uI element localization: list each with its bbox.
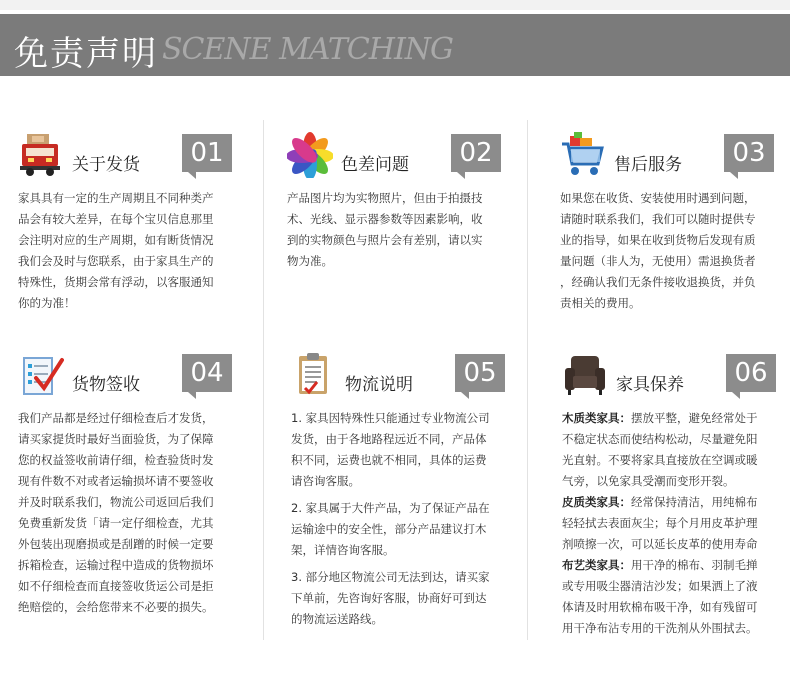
text-line: 请随时联系我们，我们可以随时提供专 — [560, 212, 756, 226]
number-badge: 01 — [182, 134, 232, 172]
card-logistics — [291, 352, 531, 632]
number-badge: 06 — [726, 354, 776, 392]
text-line: 体请及时用软棉布吸干净，如有残留可 — [562, 600, 758, 614]
text-line: 用干净的棉布、羽制毛掸 — [631, 558, 758, 572]
text-line: 您的权益签收前请仔细，检查验货时发 — [18, 453, 214, 467]
text-line: 免费重新发货「请一定仔细检查，尤其 — [18, 516, 214, 530]
card-shipping — [18, 132, 258, 322]
text-line: 业的指导，如果在收到货物后发现有质 — [560, 233, 756, 247]
text-line: 请咨询客服。 — [291, 474, 360, 488]
card-after-sales — [560, 132, 790, 322]
text-line: 绝赔偿的，会给您带来不必要的损失。 — [18, 600, 214, 614]
text-line: 现有件数不对或者运输损坏请不要签收 — [18, 474, 214, 488]
text-line: 下单前，先咨询好客服，协商好可到达 — [291, 591, 487, 605]
text-line: 如不仔细检查而直接签收货运公司是拒 — [18, 579, 214, 593]
card-delivery-receipt — [18, 352, 258, 632]
text-line: 1. 家具因特殊性只能通过专业物流公司 — [291, 411, 490, 425]
section-label: 木质类家具： — [562, 411, 631, 425]
number-badge: 03 — [724, 134, 774, 172]
text-line: 如果您在收货、安装使用时遇到问题， — [560, 191, 756, 205]
card-title: 货物签收 — [72, 375, 140, 395]
card-body — [291, 408, 505, 630]
text-line: 3. 部分地区物流公司无法到达，请买家 — [291, 570, 490, 584]
card-title: 家具保养 — [616, 375, 684, 395]
number-badge: 02 — [451, 134, 501, 172]
text-line: 架，详情咨询客服。 — [291, 543, 395, 557]
text-line: 经常保持清洁，用纯棉布 — [631, 495, 758, 509]
text-line: 运输途中的安全性，部分产品建议打木 — [291, 522, 487, 536]
card-title: 关于发货 — [72, 155, 140, 175]
text-line: 用干净布沾专用的干洗剂从外围拭去。 — [562, 621, 758, 635]
text-line: 发货，由于各地路程远近不同，产品体 — [291, 432, 487, 446]
text-line: 会注明对应的生产周期，如有断货情况 — [18, 233, 214, 247]
text-line: 积不同，运费也就不相同，具体的运费 — [291, 453, 487, 467]
text-line: 特殊性，货期会常有浮动，以客服通知 — [18, 275, 214, 289]
text-line: 2. 家具属于大件产品，为了保证产品在 — [291, 501, 490, 515]
text-line: 气旁，以免家具受潮而变形开裂。 — [562, 474, 735, 488]
card-title: 色差问题 — [341, 155, 409, 175]
page-title: 免责声明 — [14, 34, 158, 74]
number-badge: 05 — [455, 354, 505, 392]
text-line: 摆放平整，避免经常处于 — [631, 411, 758, 425]
color-palette-icon — [287, 132, 333, 178]
text-line: 我们产品都是经过仔细检查后才发货， — [18, 411, 214, 425]
top-strip — [0, 0, 790, 10]
card-furniture-care — [562, 352, 790, 652]
text-line: 我们会及时与您联系，由于家具生产的 — [18, 254, 214, 268]
text-line: 你的为准！ — [18, 296, 76, 310]
card-title: 物流说明 — [345, 375, 413, 395]
text-line: 术、光线、显示器参数等因素影响，收 — [287, 212, 483, 226]
shopping-cart-icon — [560, 132, 606, 178]
card-body — [287, 188, 501, 272]
text-line: 产品图片均为实物照片，但由于拍摄技 — [287, 191, 483, 205]
armchair-icon — [562, 352, 608, 398]
text-line: 物为准。 — [287, 254, 333, 268]
text-line: 不稳定状态而使结构松动，尽量避免阳 — [562, 432, 758, 446]
clipboard-icon — [291, 352, 337, 398]
page-header — [0, 14, 790, 76]
text-line: 拆箱检查，运输过程中造成的货物损坏 — [18, 558, 214, 572]
text-line: 的物流运送路线。 — [291, 612, 383, 626]
text-line: 光直射。不要将家具直接放在空调或暖 — [562, 453, 758, 467]
card-body — [562, 408, 776, 639]
section-label: 皮质类家具： — [562, 495, 631, 509]
text-line: 责相关的费用。 — [560, 296, 641, 310]
text-line: 品会有较大差异，在每个宝贝信息那里 — [18, 212, 214, 226]
text-line: 或专用吸尘器清洁沙发；如果洒上了液 — [562, 579, 758, 593]
text-line: 剂喷擦一次，可以延长皮革的使用寿命 — [562, 537, 758, 551]
truck-icon — [18, 132, 64, 178]
section-label: 布艺类家具： — [562, 558, 631, 572]
text-line: 轻轻拭去表面灰尘；每个月用皮革护理 — [562, 516, 758, 530]
text-line: 家具具有一定的生产周期且不同种类产 — [18, 191, 214, 205]
card-body — [560, 188, 774, 314]
card-color-difference — [287, 132, 527, 322]
text-line: 量问题（非人为，无使用）需退换货者 — [560, 254, 756, 268]
checklist-icon — [18, 352, 64, 398]
card-body — [18, 408, 232, 618]
text-line: 到的实物颜色与照片会有差别，请以实 — [287, 233, 483, 247]
number-badge: 04 — [182, 354, 232, 392]
text-line: ，经确认我们无条件接收退换货，并负 — [560, 275, 756, 289]
card-title: 售后服务 — [614, 155, 682, 175]
card-body — [18, 188, 232, 314]
text-line: 并及时联系我们，物流公司返回后我们 — [18, 495, 214, 509]
column-divider — [263, 120, 264, 640]
page-subtitle: SCENE MATCHING — [162, 32, 454, 67]
text-line: 请买家提货时最好当面验货，为了保障 — [18, 432, 214, 446]
text-line: 外包装出现磨损或是刮蹭的时候一定要 — [18, 537, 214, 551]
